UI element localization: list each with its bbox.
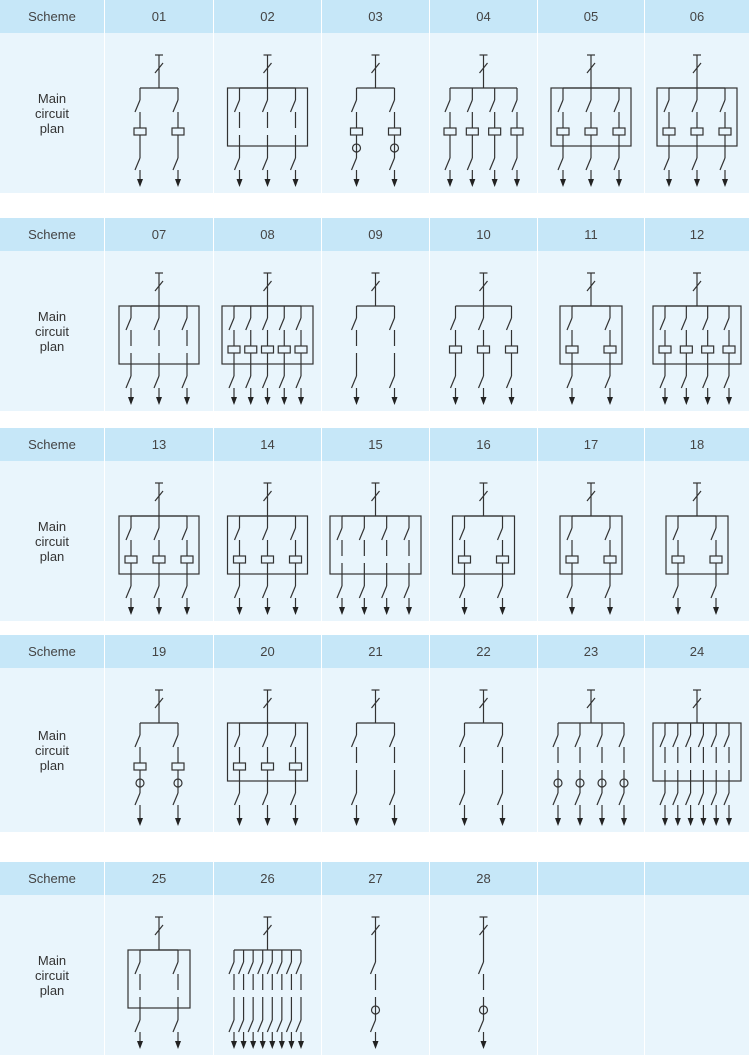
scheme-number: 15: [322, 428, 430, 461]
scheme-number: 19: [105, 635, 214, 668]
circuit-diagram: [105, 895, 214, 1055]
empty-cell: [538, 895, 645, 1055]
header-row: [0, 862, 750, 895]
circuit-diagram: [214, 461, 322, 621]
circuit-diagram-svg: [645, 33, 749, 193]
scheme-number: [645, 862, 750, 895]
circuit-row: [0, 251, 750, 411]
circuit-diagram-svg: [214, 895, 321, 1055]
header-row: [0, 635, 750, 668]
main-circuit-plan-label: Main circuit plan: [0, 461, 105, 621]
scheme-number: 25: [105, 862, 214, 895]
circuit-diagram-svg: [430, 461, 537, 621]
scheme-number: 22: [430, 635, 538, 668]
circuit-diagram-svg: [430, 251, 537, 411]
scheme-label: Scheme: [0, 218, 105, 251]
scheme-number: 11: [538, 218, 645, 251]
scheme-number: 05: [538, 0, 645, 33]
circuit-diagram: [214, 895, 322, 1055]
circuit-diagram: [322, 668, 430, 832]
scheme-number: 18: [645, 428, 750, 461]
scheme-block: [0, 428, 750, 621]
circuit-diagram: [645, 668, 750, 832]
scheme-number: 20: [214, 635, 322, 668]
scheme-number: 08: [214, 218, 322, 251]
scheme-number: 12: [645, 218, 750, 251]
scheme-label: Scheme: [0, 0, 105, 33]
scheme-number: 04: [430, 0, 538, 33]
scheme-label: Scheme: [0, 862, 105, 895]
scheme-number: 01: [105, 0, 214, 33]
scheme-number: 02: [214, 0, 322, 33]
scheme-number: 17: [538, 428, 645, 461]
circuit-diagram-svg: [322, 895, 429, 1055]
circuit-diagram-svg: [105, 895, 213, 1055]
circuit-diagram-svg: [214, 251, 321, 411]
circuit-diagram: [214, 668, 322, 832]
circuit-diagram: [430, 461, 538, 621]
circuit-diagram: [538, 461, 645, 621]
circuit-diagram: [645, 461, 750, 621]
circuit-diagram: [430, 251, 538, 411]
circuit-diagram-svg: [538, 33, 644, 193]
circuit-row: [0, 668, 750, 832]
circuit-diagram-svg: [214, 33, 321, 193]
scheme-label: Scheme: [0, 428, 105, 461]
scheme-number: 13: [105, 428, 214, 461]
circuit-diagram: [322, 461, 430, 621]
circuit-diagram-svg: [430, 33, 537, 193]
circuit-diagram: [105, 251, 214, 411]
circuit-diagram-svg: [105, 461, 213, 621]
circuit-diagram: [214, 251, 322, 411]
circuit-diagram-svg: [214, 461, 321, 621]
scheme-block: [0, 0, 750, 193]
scheme-number: 24: [645, 635, 750, 668]
circuit-diagram: [105, 461, 214, 621]
circuit-diagram: [645, 251, 750, 411]
circuit-diagram-svg: [645, 668, 749, 832]
circuit-diagram-svg: [430, 668, 537, 832]
circuit-diagram-svg: [105, 33, 213, 193]
scheme-number: 10: [430, 218, 538, 251]
circuit-diagram-svg: [645, 461, 749, 621]
circuit-diagram: [105, 33, 214, 193]
circuit-diagram-svg: [322, 461, 429, 621]
scheme-block: [0, 218, 750, 411]
circuit-diagram-svg: [105, 251, 213, 411]
circuit-diagram: [322, 251, 430, 411]
circuit-diagram-svg: [538, 461, 644, 621]
circuit-diagram: [105, 668, 214, 832]
scheme-number: 09: [322, 218, 430, 251]
circuit-row: [0, 461, 750, 621]
circuit-diagram-svg: [430, 895, 537, 1055]
circuit-diagram-svg: [322, 33, 429, 193]
circuit-diagram-svg: [322, 668, 429, 832]
circuit-diagram-svg: [322, 251, 429, 411]
scheme-number: 14: [214, 428, 322, 461]
circuit-diagram: [645, 33, 750, 193]
circuit-diagram: [538, 33, 645, 193]
scheme-number: 03: [322, 0, 430, 33]
main-circuit-plan-label: Main circuit plan: [0, 895, 105, 1055]
scheme-number: 28: [430, 862, 538, 895]
circuit-row: [0, 33, 750, 193]
scheme-number: 27: [322, 862, 430, 895]
header-row: [0, 428, 750, 461]
main-circuit-plan-label: Main circuit plan: [0, 251, 105, 411]
main-circuit-plan-label: Main circuit plan: [0, 33, 105, 193]
scheme-number: 07: [105, 218, 214, 251]
header-row: [0, 218, 750, 251]
circuit-diagram: [430, 668, 538, 832]
circuit-diagram: [538, 668, 645, 832]
scheme-number: 16: [430, 428, 538, 461]
circuit-diagram: [322, 33, 430, 193]
circuit-diagram-svg: [538, 251, 644, 411]
scheme-number: 21: [322, 635, 430, 668]
scheme-number: 26: [214, 862, 322, 895]
circuit-diagram-svg: [105, 668, 213, 832]
circuit-diagram: [214, 33, 322, 193]
scheme-block: [0, 862, 750, 1055]
circuit-row: [0, 895, 750, 1055]
scheme-number: 06: [645, 0, 750, 33]
circuit-diagram-svg: [645, 251, 749, 411]
circuit-diagram: [538, 251, 645, 411]
scheme-number: 23: [538, 635, 645, 668]
circuit-diagram: [430, 895, 538, 1055]
circuit-diagram-svg: [214, 668, 321, 832]
header-row: [0, 0, 750, 33]
circuit-diagram: [430, 33, 538, 193]
circuit-diagram: [322, 895, 430, 1055]
scheme-block: [0, 635, 750, 832]
empty-cell: [645, 895, 750, 1055]
scheme-number: [538, 862, 645, 895]
scheme-label: Scheme: [0, 635, 105, 668]
main-circuit-plan-label: Main circuit plan: [0, 668, 105, 832]
circuit-diagram-svg: [538, 668, 644, 832]
